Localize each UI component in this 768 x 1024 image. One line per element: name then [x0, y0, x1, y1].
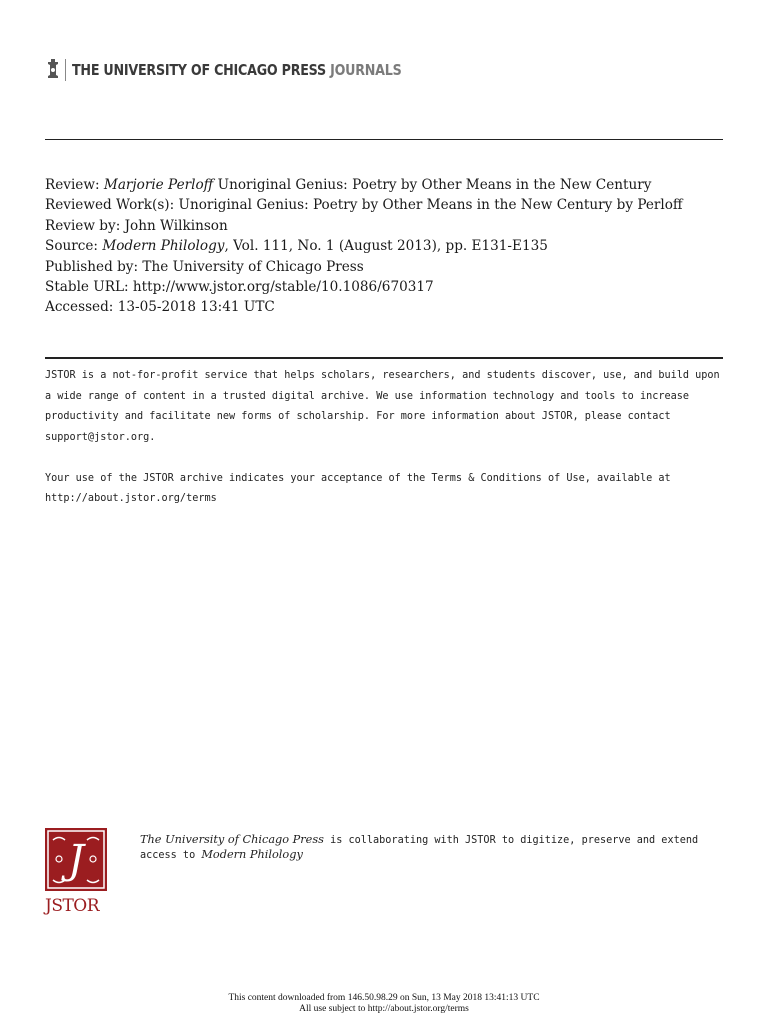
svg-text:J: J: [67, 837, 85, 883]
download-line-1: This content downloaded from 146.50.98.29 on Sun, 13 May 2018 13:41:13 UTC: [228, 993, 540, 1003]
logo-divider: [65, 59, 66, 81]
source-journal: Modern Philology: [102, 238, 225, 255]
collab-middle: is collaborating with JSTOR to digitize, preserve and extend access to: [140, 835, 699, 861]
top-divider: [45, 139, 723, 140]
brand-main-text: THE UNIVERSITY OF CHICAGO PRESS: [72, 61, 326, 79]
terms-notice: Your use of the JSTOR archive indicates your acceptance of the Terms & Conditions of Use, available at http://about.jstor.org/terms: [45, 472, 671, 505]
brand-suffix-text: JOURNALS: [330, 61, 402, 79]
download-line-2: All use subject to http://about.jstor.org/terms: [299, 1003, 469, 1014]
review-author: Marjorie Perloff: [103, 177, 214, 193]
jstor-seal-icon: [45, 828, 107, 891]
collab-journal: Modern Philology: [201, 847, 303, 861]
accessed-line: Accessed: 13-05-2018 13:41 UTC: [45, 299, 275, 316]
jstor-wordmark: JSTOR: [45, 896, 100, 916]
review-title: Unoriginal Genius: Poetry by Other Means in the New Century: [217, 177, 652, 193]
review-by-line: Review by: John Wilkinson: [45, 217, 228, 234]
collaboration-text: [140, 833, 700, 862]
publisher-brand: [72, 61, 402, 79]
citation-block: [45, 175, 725, 318]
jstor-description: JSTOR is a not-for-profit service that helps scholars, researchers, and students discover, use, and build upon a wide range of content in a trusted digital archive. We use information technology and tools to increase productivity and facilitate new forms of scholarship. For more information about JSTOR, please contact support@jstor.org.: [45, 370, 720, 443]
stable-url-link[interactable]: Stable URL: http://www.jstor.org/stable/10.1086/670317: [45, 279, 434, 296]
review-line: [45, 175, 725, 195]
review-label: Review:: [45, 177, 100, 193]
publisher-logo: [46, 58, 474, 82]
collaboration-block: [45, 828, 725, 920]
download-notice: [0, 993, 768, 1014]
jstor-notice: [45, 366, 725, 531]
source-line: [45, 236, 725, 256]
chicago-press-seal-icon: [46, 59, 60, 81]
jstor-logo: [45, 828, 107, 916]
middle-divider: [45, 357, 723, 359]
published-by-line: Published by: The University of Chicago Press: [45, 258, 364, 275]
collab-publisher: The University of Chicago Press: [140, 833, 324, 846]
source-label: Source:: [45, 238, 98, 255]
reviewed-works-line: Reviewed Work(s): Unoriginal Genius: Poetry by Other Means in the New Century by Perloff: [45, 197, 683, 214]
source-details: , Vol. 111, No. 1 (August 2013), pp. E131-E135: [224, 238, 548, 255]
